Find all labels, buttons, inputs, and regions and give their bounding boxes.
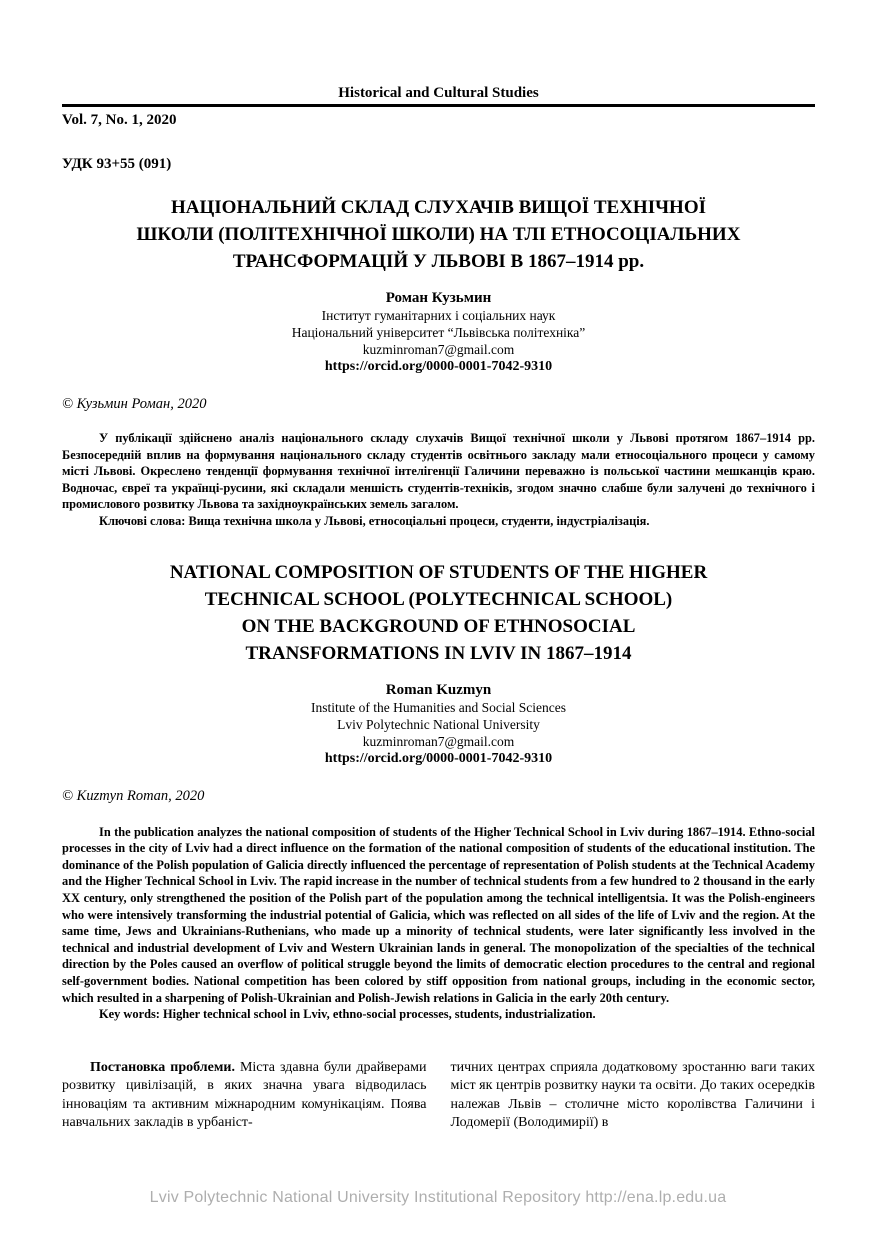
body-columns [62, 1059, 815, 1133]
affiliation-en-1: Institute of the Humanities and Social Sciences [311, 699, 566, 715]
body-paragraph-1 [62, 1059, 427, 1133]
article-title-ua-line3: ТРАНСФОРМАЦІЙ У ЛЬВОВІ В 1867–1914 рр. [232, 251, 645, 272]
body-column-left [62, 1059, 427, 1133]
affiliation-ua-2: Національний університет “Львівська політехніка” [291, 325, 586, 340]
header-rule [62, 104, 815, 107]
copyright-ua: © Кузьмин Роман, 2020 [62, 396, 207, 412]
affiliation-en-2: Lviv Polytechnic National University [337, 716, 540, 732]
affiliation-ua-1: Інститут гуманітарних і соціальних наук [321, 308, 556, 323]
abstract-ua [62, 430, 815, 530]
orcid-link-en[interactable]: https://orcid.org/0000-0001-7042-9310 [324, 750, 553, 766]
keywords-ua: Ключові слова: Вища технічна школа у Львові, етносоціальні процеси, студенти, індустріалізація. [99, 513, 650, 528]
abstract-ua-text: У публікації здійснено аналіз національного складу слухачів Вищої технічної школи у Львові протягом 1867–1914 рр. Безпосередній вплив на формування національного складу студентів освітнього закладу мали етносоціального процеси у самому місті Львові. Окреслено тенденції формування технічної інтелігенції Галичини переважно із польської частини мешканців краю. Водночас, євреї та українці-русини, які складали меншість студентів-техніків, згодом значно слабше були залучені до технічного і промислового розвитку Львова та західноукраїнських земель загалом. [62, 431, 815, 512]
article-title-ua-line2: ШКОЛИ (ПОЛІТЕХНІЧНОЇ ШКОЛИ) НА ТЛІ ЕТНОСОЦІАЛЬНИХ [136, 224, 741, 245]
article-title-en [62, 559, 815, 667]
orcid-link-ua[interactable]: https://orcid.org/0000-0001-7042-9310 [324, 359, 553, 374]
article-title-en-line3: ON THE BACKGROUND OF ETHNOSOCIAL [241, 615, 636, 637]
article-page [62, 84, 815, 1133]
article-title-en-line1: NATIONAL COMPOSITION OF STUDENTS OF THE HIGHER [169, 561, 708, 583]
abstract-en-text: In the publication analyzes the national composition of students of the Higher Technical School in Lviv during 1867–1914. Ethno-social processes in the city of Lviv had a direct influence on the formation of the national composition of students of the educational institution. The dominance of the Polish population of Galicia directly influenced the percentage of representation of Polish students at the Technical Academy and the Higher Technical School in Lviv. The rapid increase in the number of technical students from a few hundred to 2 thousand in the early XX century, only strengthened the position of the Polish part of the population among the technical intelligentsia. It was the Polish-engineers who were intensively transforming the industrial potential of Galicia, which was reflected on all sides of the life of Lviv and the region. At the same time, Jews and Ukrainians-Ruthenians, who made up a minority of technical students, were later significantly less involved in the technical and industrial development of Lviv and Western Ukrainian lands in general. The monopolization of the specialties of the technical direction by the Poles caused an overflow of political struggle beyond the limits of democratic election procedures to the central and regional self-government bodies. National competition has been colored by stiff opposition from national groups, including in the economic sector, which resulted in a sharpening of Polish-Ukrainian and Polish-Jewish relations in Galicia in the early 20th century. [62, 824, 815, 1005]
author-email-en[interactable]: kuzminroman7@gmail.com [362, 733, 515, 749]
author-block-ua [62, 289, 815, 375]
body-paragraph-1-continued: тичних центрах сприяла додатковому зростанню ваги таких міст як центрів розвитку науки та освіти. До таких осередків належав Львів – столичне місто королівства Галичини і Лодомерії (Володимирії) в [450, 1059, 815, 1131]
copyright-en: © Kuzmyn Roman, 2020 [62, 787, 205, 804]
body-column-right [451, 1059, 816, 1133]
author-block-en [62, 681, 815, 767]
repository-footer[interactable]: Lviv Polytechnic National University Institutional Repository http://ena.lp.edu.ua [149, 1189, 727, 1206]
author-email-ua[interactable]: kuzminroman7@gmail.com [362, 342, 515, 357]
article-title-en-line4: TRANSFORMATIONS IN LVIV IN 1867–1914 [245, 642, 632, 664]
author-name-en: Roman Kuzmyn [385, 681, 492, 698]
article-title-ua [62, 194, 815, 275]
section-heading-inline: Постановка проблеми. [90, 1059, 235, 1075]
keywords-en: Key words: Higher technical school in Lviv, ethno-social processes, students, industrialization. [99, 1007, 596, 1022]
abstract-en [62, 824, 815, 1023]
author-name-ua: Роман Кузьмин [385, 290, 492, 306]
article-title-ua-line1: НАЦІОНАЛЬНИЙ СКЛАД СЛУХАЧІВ ВИЩОЇ ТЕХНІЧНОЇ [171, 197, 706, 218]
udk-code: УДК 93+55 (091) [62, 156, 172, 172]
article-title-en-line2: TECHNICAL SCHOOL (POLYTECHNICAL SCHOOL) [204, 588, 673, 610]
body-paragraph-1-text: Міста здавна були драйверами розвитку цивілізацій, в яких значна увага відводилась інноваціям та активним міжнародним комунікаціям. Поява навчальних закладів в урбаніст- [62, 1059, 427, 1131]
volume-issue: Vol. 7, No. 1, 2020 [62, 112, 177, 128]
journal-title: Historical and Cultural Studies [338, 85, 539, 101]
